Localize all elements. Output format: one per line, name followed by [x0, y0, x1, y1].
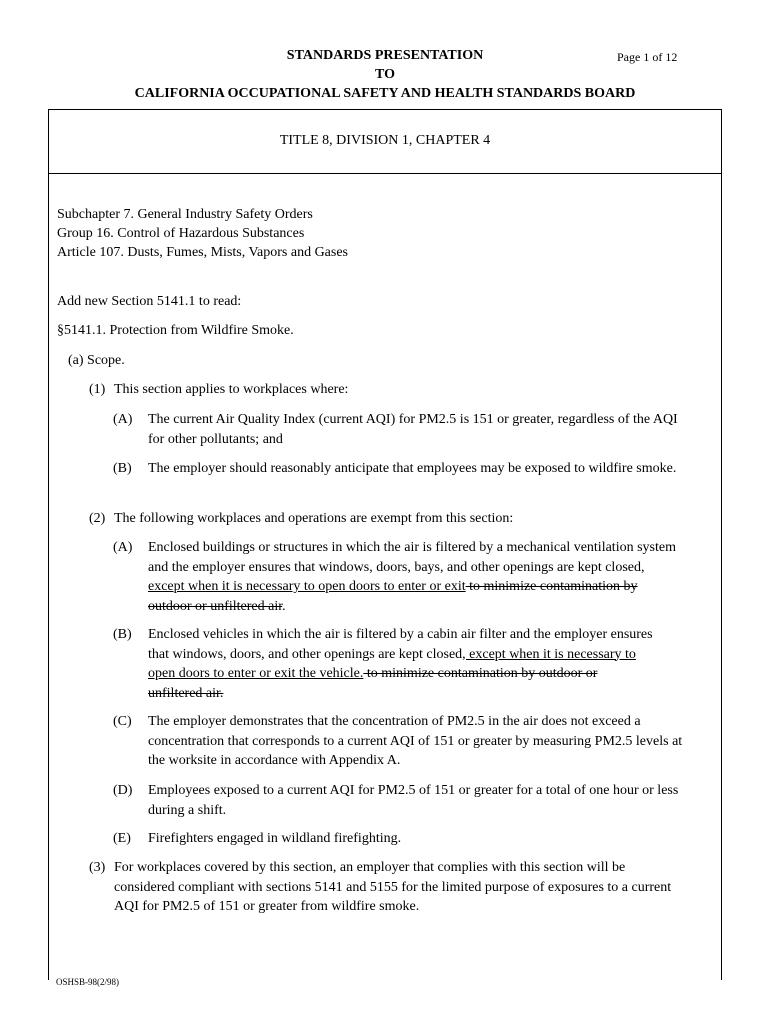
- item-2B-added-text: , except when it is necessary to open doors to enter or exit the vehicle.: [148, 646, 636, 681]
- item-2A-added-text: , except when it is necessary to open doors to enter or exit: [148, 559, 645, 594]
- header-line-1: STANDARDS PRESENTATION: [286, 48, 484, 63]
- item-1-label: (1): [89, 382, 106, 397]
- subsection-a-scope: (a) Scope.: [68, 353, 125, 368]
- intro-line: Add new Section 5141.1 to read:: [57, 294, 242, 309]
- item-3-text: For workplaces covered by this section, an employer that complies with this section will be considered compliant with sections 5141 and 5155 for the limited purpose of exposures to a current AQI for PM2.5 of 151 or greater from wildfire smoke.: [114, 860, 672, 914]
- item-1-text: This section applies to workplaces where:: [114, 382, 349, 397]
- form-number: OSHSB-98(2/98): [56, 977, 120, 987]
- item-2A-deleted-text: to minimize contamination by outdoor or unfiltered air: [148, 579, 638, 614]
- subchapter-line: Subchapter 7. General Industry Safety Orders: [57, 207, 313, 222]
- item-2A-end: .: [282, 598, 286, 614]
- page-number: Page 1 of 12: [617, 50, 678, 64]
- item-1A-text: The current Air Quality Index (current AQI) for PM2.5 is 151 or greater, regardless of the AQI for other pollutants; and: [148, 412, 678, 447]
- item-2B-plain: Enclosed vehicles in which the air is filtered by a cabin air filter and the employer ensures that windows, doors, and other openings are kept closed: [148, 627, 653, 662]
- item-1B-text: The employer should reasonably anticipate that employees may be exposed to wildfire smoke.: [148, 461, 677, 476]
- header-line-3: CALIFORNIA OCCUPATIONAL SAFETY AND HEALTH STANDARDS BOARD: [134, 86, 636, 101]
- document-title: TITLE 8, DIVISION 1, CHAPTER 4: [279, 133, 491, 148]
- item-2B-label: (B): [113, 627, 132, 642]
- item-2B-text: [148, 625, 654, 703]
- item-2E-text: Firefighters engaged in wildland firefighting.: [148, 831, 402, 846]
- item-2C-label: (C): [113, 714, 132, 729]
- item-1B-label: (B): [113, 461, 132, 476]
- item-2-text: The following workplaces and operations are exempt from this section:: [114, 511, 514, 526]
- header-line-2: TO: [375, 67, 395, 82]
- article-line: Article 107. Dusts, Fumes, Mists, Vapors and Gases: [57, 245, 349, 260]
- item-2A-text: [148, 538, 676, 616]
- item-2C-text: The employer demonstrates that the concentration of PM2.5 in the air does not exceed a concentration that corresponds to a current AQI of 151 or greater by measuring PM2.5 levels at the worksite in accordance with Appendix A.: [148, 714, 683, 768]
- group-line: Group 16. Control of Hazardous Substances: [57, 226, 305, 241]
- item-2-label: (2): [89, 511, 106, 526]
- item-1A-label: (A): [113, 412, 133, 427]
- section-title: §5141.1. Protection from Wildfire Smoke.: [57, 323, 294, 338]
- item-2B-deleted-text: to minimize contamination by outdoor or unfiltered air.: [148, 666, 598, 701]
- item-2A-plain: Enclosed buildings or structures in which the air is filtered by a mechanical ventilation system and the employer ensures that windows, doors, bays, and other openings are kept closed: [148, 540, 676, 575]
- item-2A-label: (A): [113, 540, 133, 555]
- item-2E-label: (E): [113, 831, 131, 846]
- item-3-label: (3): [89, 860, 106, 875]
- item-2D-label: (D): [113, 783, 133, 798]
- item-2D-text: Employees exposed to a current AQI for PM2.5 of 151 or greater for a total of one hour or less during a shift.: [148, 783, 679, 818]
